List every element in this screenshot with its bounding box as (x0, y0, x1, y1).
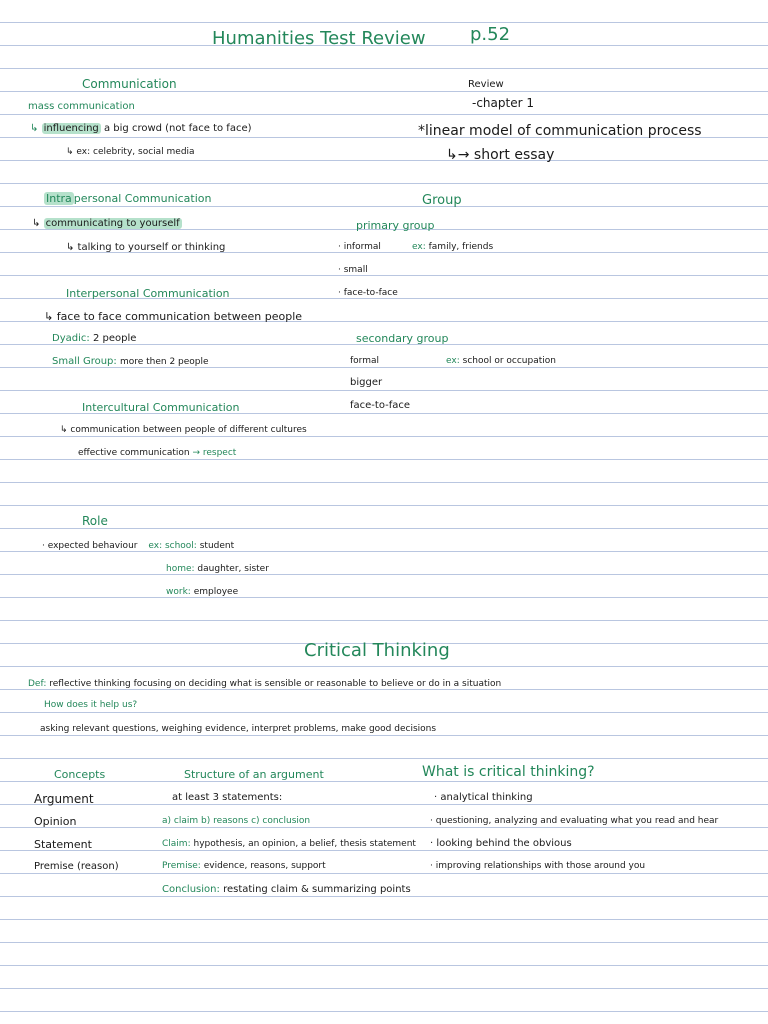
secondary-item-1: formal (350, 356, 379, 366)
arrow-icon: ↳ (32, 218, 41, 229)
role-home-label: home: (166, 564, 195, 574)
highlight-intra: Intra (46, 192, 72, 205)
intrapersonal-heading-rest: personal Communication (73, 192, 212, 205)
highlight-communicating-to-yourself: communicating to yourself (45, 218, 180, 229)
secondary-group-heading: secondary group (356, 332, 449, 345)
primary-ex-label: ex: (412, 242, 426, 252)
small-group-label: Small Group: (52, 356, 117, 367)
secondary-item-2: bigger (350, 377, 383, 388)
primary-ex-value: family, friends (428, 242, 494, 252)
review-star-note: *linear model of communication process (418, 123, 702, 139)
interpersonal-heading: Interpersonal Communication (66, 287, 230, 300)
role-school-label: ex: school: (148, 541, 197, 551)
mass-definition-rest: a big crowd (not face to face) (103, 123, 252, 134)
what-item-4: · improving relationships with those around you (430, 861, 646, 871)
primary-item-2: · small (338, 265, 368, 275)
intercultural-heading: Intercultural Communication (82, 401, 240, 414)
page-reference: p.52 (470, 24, 511, 45)
secondary-example (446, 357, 556, 366)
primary-item-3: · face-to-face (338, 288, 398, 298)
small-group-row (52, 357, 209, 367)
secondary-ex-value: school or occupation (462, 356, 556, 366)
concept-statement: Statement (34, 838, 92, 851)
mass-communication-example: ↳ ex: celebrity, social media (66, 147, 195, 157)
dyadic-row (52, 334, 136, 344)
review-short-essay: short essay (473, 147, 555, 163)
secondary-item-3: face-to-face (350, 400, 411, 411)
critical-definition-row (28, 680, 501, 689)
concept-argument: Argument (34, 792, 94, 806)
concept-opinion: Opinion (34, 815, 77, 828)
critical-thinking-heading: Critical Thinking (304, 640, 450, 661)
premise-row (162, 862, 326, 871)
what-item-1: · analytical thinking (434, 792, 533, 803)
review-chapter: -chapter 1 (472, 96, 534, 110)
structure-heading: Structure of an argument (184, 768, 324, 781)
highlight-influencing: influencing (43, 123, 99, 134)
conclusion-label: Conclusion: (162, 884, 220, 895)
claim-label: Claim: (162, 839, 191, 849)
secondary-ex-label: ex: (446, 356, 460, 366)
intrapersonal-example: ↳ talking to yourself or thinking (66, 242, 226, 253)
role-heading: Role (82, 514, 108, 528)
intercultural-definition: ↳ communication between people of different cultures (60, 425, 307, 435)
role-expected-row (42, 542, 234, 551)
respect: → respect (192, 448, 237, 458)
role-expected: · expected behaviour (42, 541, 138, 551)
dyadic-label: Dyadic: (52, 333, 90, 344)
structure-at-least: at least 3 statements: (172, 792, 283, 803)
review-label: Review (468, 79, 504, 90)
conclusion-text: restating claim & summarizing points (223, 884, 411, 895)
communication-heading: Communication (82, 77, 177, 91)
what-item-2: · questioning, analyzing and evaluating what you read and hear (430, 816, 719, 826)
dyadic-value: 2 people (92, 333, 137, 344)
concepts-heading: Concepts (54, 768, 106, 781)
claim-text: hypothesis, an opinion, a belief, thesis statement (193, 839, 416, 849)
premise-label: Premise: (162, 861, 201, 871)
what-item-3: · looking behind the obvious (430, 838, 572, 849)
concept-premise: Premise (reason) (34, 861, 119, 872)
help-question: How does it help us? (44, 700, 138, 710)
premise-text: evidence, reasons, support (203, 861, 326, 871)
what-is-critical-thinking-heading: What is critical thinking? (422, 764, 595, 780)
role-home-row (166, 565, 269, 574)
claim-row (162, 840, 416, 849)
review-short-essay-row (446, 148, 554, 162)
intrapersonal-heading (44, 193, 212, 204)
role-school-value: student (199, 541, 235, 551)
arrow-icon: ↳ (30, 123, 39, 134)
structure-parts (162, 817, 310, 826)
group-heading: Group (422, 193, 462, 208)
structure-parts-text: a) claim b) reasons c) conclusion (162, 816, 311, 826)
interpersonal-definition: ↳ face to face communication between people (44, 310, 303, 323)
role-work-row (166, 588, 238, 597)
small-group-value: more then 2 people (119, 357, 209, 367)
long-arrow-icon: ↳→ (446, 147, 470, 163)
critical-def-text: reflective thinking focusing on deciding what is sensible or reasonable to believe or do in a situation (49, 679, 502, 689)
role-home-value: daughter, sister (197, 564, 269, 574)
primary-example (412, 243, 493, 252)
conclusion-row (162, 885, 411, 895)
effective-communication-row (78, 449, 236, 458)
mass-communication-definition (30, 124, 252, 134)
page-title: Humanities Test Review (212, 28, 426, 49)
effective-communication: effective communication (78, 448, 190, 458)
primary-group-heading: primary group (356, 219, 435, 232)
mass-communication-label: mass communication (28, 101, 135, 112)
role-work-label: work: (166, 587, 191, 597)
help-answer: asking relevant questions, weighing evidence, interpret problems, make good decisions (40, 724, 437, 734)
intrapersonal-definition (32, 219, 182, 229)
primary-item-1: · informal (338, 242, 381, 252)
role-work-value: employee (193, 587, 239, 597)
critical-def-label: Def: (28, 679, 47, 689)
